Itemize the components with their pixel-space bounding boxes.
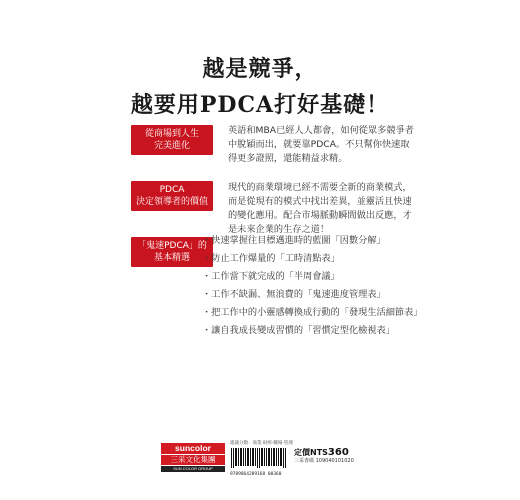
section-body-life-evolution: 英語和MBA已經人人都會，如何從眾多競爭者中脫穎而出，就要靠PDCA。不只幫你快速取得更多證照，還能精益求精。	[228, 125, 414, 164]
section-body-leader-value: 現代的商業環境已經不需要全新的商業模式，而是從現有的模式中找出差異，並靈活且快速的變化應用。配合市場脈動瞬間做出反應，才是未來企業的生存之道！	[228, 182, 412, 235]
tag-line-2: 基本精選	[153, 253, 190, 263]
tag-line-2: 決定領導者的價值	[135, 197, 208, 207]
headline-line-2: 越要用PDCA打好基礎！	[130, 92, 390, 118]
isbn-number: 9789864289168 00360	[230, 472, 282, 477]
list-item: ・工作當下就完成的「半周會議」	[202, 271, 340, 282]
list-item: ・讓自我成長變成習慣的「習慣定型化檢視表」	[202, 325, 395, 336]
section-tag-pdca-basics	[131, 237, 213, 267]
price-label: 定價NTS	[294, 448, 328, 457]
publisher-logo	[161, 443, 225, 472]
publisher-logo-text: suncolor	[161, 443, 225, 454]
tag-line-2: 完美進化	[153, 141, 190, 151]
pdca-basics-list	[202, 232, 422, 340]
headline-line-1: 越是競爭，	[202, 56, 318, 82]
list-item: ・把工作中的小靈感轉換成行動的「發現生活細節表」	[202, 307, 423, 318]
section-tag-leader-value	[131, 181, 213, 211]
section-tag-life-evolution	[131, 125, 213, 155]
price	[294, 447, 364, 458]
list-item: ・工作不缺漏、無浪費的「鬼速進度管理表」	[202, 289, 386, 300]
barcode-area	[230, 441, 293, 478]
tag-line-1: PDCA	[159, 185, 185, 195]
tag-line-1: 「鬼速PDCA」的	[137, 241, 207, 251]
tag-line-1: 從商場到人生	[144, 129, 199, 139]
price-value: 360	[327, 447, 349, 458]
publisher-name: 三采文化集團	[161, 455, 225, 465]
list-item: ・防止工作爆量的「工時清點表」	[202, 253, 340, 264]
barcode-icon	[230, 448, 288, 468]
publisher-en-name: SUN COLOR GROUP	[161, 466, 225, 472]
price-area	[294, 447, 364, 465]
list-item: ・快速掌握往目標邁進時的藍圖「因數分解」	[202, 235, 386, 246]
category-label: 建議分類：商業‧財經‧職場‧管理	[230, 441, 293, 446]
product-code: 三采書碼 109040101020	[294, 458, 354, 464]
